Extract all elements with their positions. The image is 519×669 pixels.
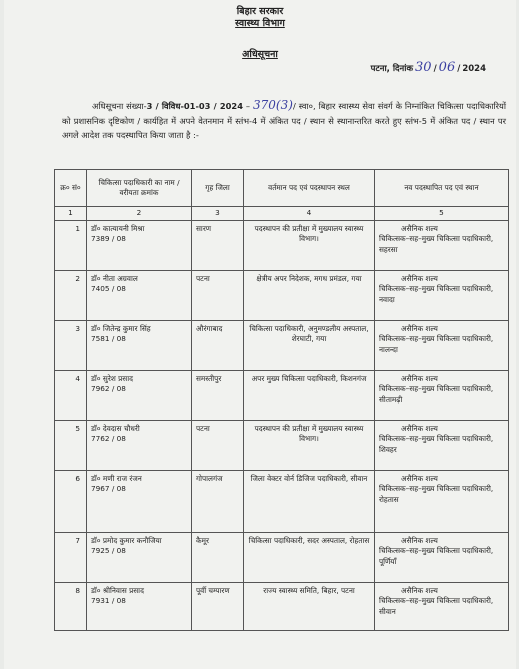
new-post-line1: असैनिक शल्य (401, 323, 438, 333)
header-name: चिकित्सा पदाधिकारी का नाम / वरीयता क्रमांक (87, 170, 192, 207)
department-heading (4, 18, 516, 30)
new-post-line2: चिकित्सक–सह–मुख्य चिकित्सा पदाधिकारी, सहरसा (379, 234, 494, 254)
officer-name: डॉ० जितेन्द्र कुमार सिंह (91, 323, 151, 333)
para-intro: अधिसूचना संख्या- (92, 101, 147, 111)
cell-name (87, 470, 192, 532)
seniority-number: 7962 / 08 (91, 384, 126, 393)
cell-name (87, 420, 192, 470)
cell-serial: 5 (55, 420, 87, 470)
cell-new-post (375, 220, 509, 270)
para-body: / स्वा०, बिहार स्वास्थ्य सेवा संवर्ग के निम्नांकित चिकित्सा पदाधिकारियों को प्रशासनिक दृष्टिकोण / कार्यहित में अपने वेतनमान में स्तंभ-4 में अंकित पद / स्थान से स्थानान्तरित करते हुए स्तंभ-5 में अंकित पद / स्थान पर अगले आदेश तक पदस्थापित किया जाता है :- (62, 101, 506, 140)
handwritten-number: 370(3) (253, 98, 293, 112)
cell-new-post (375, 320, 509, 370)
cell-new-post (375, 470, 509, 532)
cell-current-post: चिकित्सा पदाधिकारी, सदर अस्पताल, रोहतास (244, 532, 375, 582)
cell-serial: 1 (55, 220, 87, 270)
cell-name (87, 270, 192, 320)
col-number: 5 (375, 207, 509, 221)
header-current-post: वर्तमान पद एवं पदस्थापन स्थल (244, 170, 375, 207)
officer-name: डॉ० कात्यायनी मिश्रा (91, 223, 145, 233)
col-number: 2 (87, 207, 192, 221)
officer-name: डॉ० प्रमोद कुमार कनौजिया (91, 535, 162, 545)
date-year: 2024 (462, 64, 486, 74)
cell-new-post (375, 582, 509, 630)
cell-district: समस्तीपुर (192, 370, 244, 420)
officer-name: डॉ० श्रीनिवास प्रसाद (91, 585, 144, 595)
seniority-number: 7931 / 08 (91, 596, 126, 605)
table-row (55, 532, 509, 582)
new-post-line1: असैनिक शल्य (401, 273, 438, 283)
date-separator-2: / (457, 64, 461, 74)
new-post-line1: असैनिक शल्य (401, 373, 438, 383)
cell-district: पटना (192, 270, 244, 320)
cell-current-post: जिला वेक्टर वोर्न डिजिज पदाधिकारी, सीवान (244, 470, 375, 532)
cell-current-post: क्षेत्रीय अपर निदेशक, मगध प्रमंडल, गया (244, 270, 375, 320)
column-number-row (55, 207, 509, 221)
table-row (55, 320, 509, 370)
table-row (55, 420, 509, 470)
new-post-line1: असैनिक शल्य (401, 585, 438, 595)
cell-serial: 6 (55, 470, 87, 532)
seniority-number: 7967 / 08 (91, 484, 126, 493)
cell-name (87, 370, 192, 420)
cell-name (87, 320, 192, 370)
notification-paragraph (62, 98, 506, 143)
seniority-number: 7389 / 08 (91, 234, 126, 243)
cell-district: गोपालगंज (192, 470, 244, 532)
new-post-line2: चिकित्सक–सह–मुख्य चिकित्सा पदाधिकारी, नवादा (379, 284, 494, 304)
header-serial: क्र० सं० (55, 170, 87, 207)
cell-serial: 8 (55, 582, 87, 630)
cell-serial: 7 (55, 532, 87, 582)
document-page (4, 0, 516, 669)
table-header-row (55, 170, 509, 207)
new-post-line2: चिकित्सक–सह–मुख्य चिकित्सा पदाधिकारी, पूर्णियाँ (379, 546, 494, 566)
date-separator-1: / (433, 64, 437, 74)
cell-new-post (375, 270, 509, 320)
cell-current-post: अपर मुख्य चिकित्सा पदाधिकारी, किशनगंज (244, 370, 375, 420)
cell-current-post: पदस्थापन की प्रतीक्षा में मुख्यालय स्वास्थ्य विभाग। (244, 220, 375, 270)
seniority-number: 7405 / 08 (91, 284, 126, 293)
cell-district: पूर्वी चम्पारण (192, 582, 244, 630)
table-row (55, 370, 509, 420)
new-post-line1: असैनिक शल्य (401, 473, 438, 483)
seniority-number: 7925 / 08 (91, 546, 126, 555)
cell-new-post (375, 420, 509, 470)
header-district: गृह जिला (192, 170, 244, 207)
col-number: 4 (244, 207, 375, 221)
notification-title (4, 47, 516, 60)
new-post-line2: चिकित्सक–सह–मुख्य चिकित्सा पदाधिकारी, नालन्दा (379, 334, 494, 354)
notification-number: 3 / विविध-01-03 / 2024 (146, 101, 243, 111)
table-row (55, 582, 509, 630)
header-new-post: नव पदस्थापित पद एवं स्थान (375, 170, 509, 207)
seniority-number: 7581 / 08 (91, 334, 126, 343)
cell-district: औरंगाबाद (192, 320, 244, 370)
officer-name: डॉ० नीता अग्रवाल (91, 273, 138, 283)
government-heading: बिहार सरकार (236, 6, 284, 17)
table-row (55, 220, 509, 270)
cell-name (87, 220, 192, 270)
cell-current-post: राज्य स्वास्थ्य समिति, बिहार, पटना (244, 582, 375, 630)
cell-new-post (375, 370, 509, 420)
department-name: स्वास्थ्य विभाग (235, 18, 285, 29)
dateline (371, 60, 486, 75)
cell-name (87, 582, 192, 630)
title-text: अधिसूचना (242, 49, 278, 60)
new-post-line1: असैनिक शल्य (401, 535, 438, 545)
cell-serial: 2 (55, 270, 87, 320)
new-post-line2: चिकित्सक–सह–मुख्य चिकित्सा पदाधिकारी, सीवान (379, 596, 494, 616)
table-row (55, 470, 509, 532)
para-dash: – (242, 101, 254, 111)
table-row (55, 270, 509, 320)
new-post-line2: चिकित्सक–सह–मुख्य चिकित्सा पदाधिकारी, शिवहर (379, 434, 494, 454)
cell-serial: 3 (55, 320, 87, 370)
cell-current-post: पदस्थापन की प्रतीक्षा में मुख्यालय स्वास्थ्य विभाग। (244, 420, 375, 470)
transfer-table (54, 169, 509, 631)
date-day: 30 (415, 60, 432, 75)
new-post-line1: असैनिक शल्य (401, 223, 438, 233)
cell-district: सारण (192, 220, 244, 270)
cell-district: पटना (192, 420, 244, 470)
seniority-number: 7762 / 08 (91, 434, 126, 443)
cell-district: कैमूर (192, 532, 244, 582)
new-post-line2: चिकित्सक–सह–मुख्य चिकित्सा पदाधिकारी, सीतामढ़ी (379, 384, 494, 404)
cell-name (87, 532, 192, 582)
new-post-line1: असैनिक शल्य (401, 423, 438, 433)
officer-name: डॉ० देवदास चौधरी (91, 423, 140, 433)
officer-name: डॉ० मणी राज रंजन (91, 473, 142, 483)
new-post-line2: चिकित्सक–सह–मुख्य चिकित्सा पदाधिकारी, रोहतास (379, 484, 494, 504)
cell-serial: 4 (55, 370, 87, 420)
cell-current-post: चिकित्सा पदाधिकारी, अनुमण्डलीय अस्पताल, शेरघाटी, गया (244, 320, 375, 370)
date-label: पटना, दिनांक (370, 64, 414, 74)
cell-new-post (375, 532, 509, 582)
officer-name: डॉ० सुरेश प्रसाद (91, 373, 133, 383)
col-number: 3 (192, 207, 244, 221)
date-month: 06 (438, 60, 456, 75)
col-number: 1 (55, 207, 87, 221)
